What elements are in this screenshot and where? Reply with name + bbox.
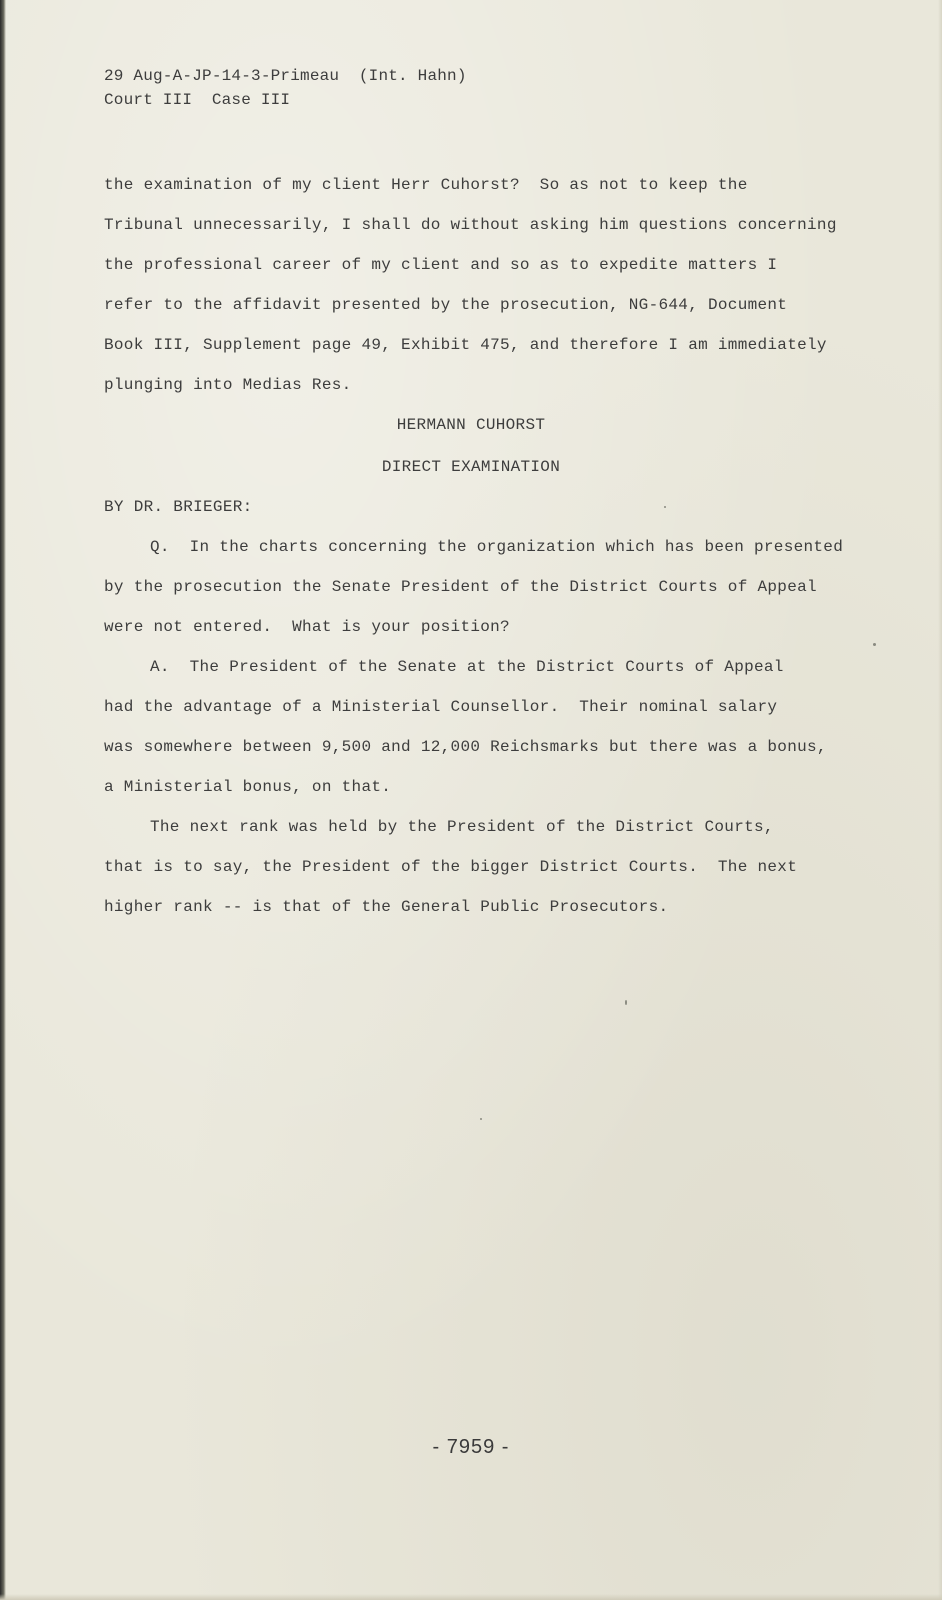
header-court-case: Court III Case III [104,91,291,109]
witness-name-heading: HERMANN CUHORST [396,416,546,434]
text-line: a Ministerial bonus, on that. [104,778,392,796]
text-line: had the advantage of a Ministerial Counsellor. Their nominal salary [104,698,778,716]
text-line: Tribunal unnecessarily, I shall do without asking him questions concerning [104,216,837,234]
text-line: refer to the affidavit presented by the prosecution, NG-644, Document [104,296,788,314]
header-reference: 29 Aug-A-JP-14-3-Primeau (Int. Hahn) [104,67,467,85]
scan-edge-left [0,0,6,1600]
text-line: plunging into Medias Res. [104,376,352,394]
text-line: that is to say, the President of the bigger District Courts. The next [104,858,798,876]
text-line: The next rank was held by the President of the District Courts, [150,818,774,836]
text-line: Q. In the charts concerning the organization which has been presented [150,538,844,556]
text-line: A. The President of the Senate at the District Courts of Appeal [150,658,784,676]
text-line: Book III, Supplement page 49, Exhibit 475, and therefore I am immediately [104,336,827,354]
text-line: was somewhere between 9,500 and 12,000 Reichsmarks but there was a bonus, [104,738,827,756]
text-line: the examination of my client Herr Cuhorst? So as not to keep the [104,176,748,194]
paper-speck [664,506,666,508]
text-line: were not entered. What is your position? [104,618,510,636]
paper-speck [873,643,876,646]
page-number: - 7959 - [432,1436,510,1458]
paper-speck [625,1000,627,1005]
examiner-line: BY DR. BRIEGER: [104,498,253,516]
scan-edge-right [938,0,942,1600]
document-header [104,64,467,112]
text-line: the professional career of my client and so as to expedite matters I [104,256,778,274]
paper-speck [480,1118,482,1120]
examination-heading: DIRECT EXAMINATION [381,458,561,476]
text-line: higher rank -- is that of the General Public Prosecutors. [104,898,669,916]
scan-edge-bottom [0,1594,942,1600]
text-line: by the prosecution the Senate President of the District Courts of Appeal [104,578,817,596]
